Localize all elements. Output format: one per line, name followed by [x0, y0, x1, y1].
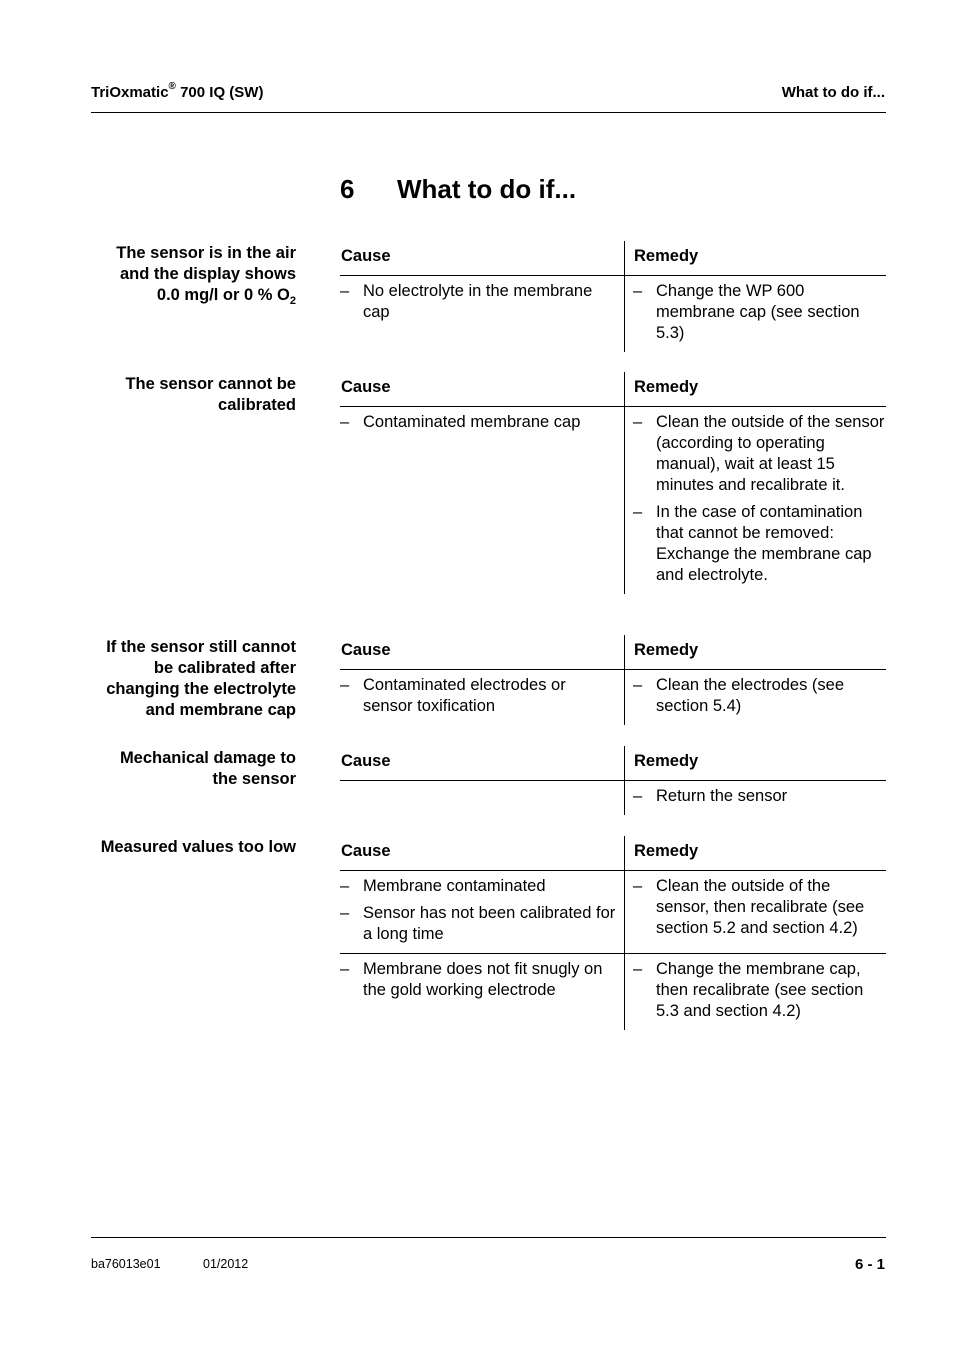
list-item	[633, 412, 886, 496]
side-heading-values-too-low	[60, 837, 296, 858]
bullet-dash: –	[633, 503, 643, 521]
running-header-product	[91, 81, 264, 101]
bullet-dash: –	[633, 960, 643, 978]
remedy-text: Clean the outside of the sensor (according to operating manual), wait at least 15 minutes and recalibrate it.	[656, 413, 885, 494]
side-heading-sensor-in-air	[60, 243, 296, 308]
bullet-dash: –	[340, 904, 350, 922]
cause-header: Cause	[341, 247, 391, 265]
table-header	[340, 635, 886, 670]
list-item	[633, 502, 886, 586]
cause-cell	[340, 871, 624, 953]
side-heading-line: be calibrated after	[153, 659, 296, 677]
bullet-dash: –	[633, 787, 643, 805]
list-item	[340, 412, 616, 433]
side-heading-line: the sensor	[212, 770, 296, 788]
side-heading-line: The sensor cannot be	[125, 375, 296, 393]
cause-remedy-table	[340, 372, 886, 594]
table-header	[340, 746, 886, 781]
bullet-dash: –	[633, 413, 643, 431]
product-name: TriOxmatic	[91, 84, 169, 101]
chapter-heading	[340, 174, 576, 205]
table-header	[340, 372, 886, 407]
side-heading-line: calibrated	[218, 396, 296, 414]
cause-cell	[340, 670, 624, 725]
side-heading-cannot-calibrate	[60, 374, 296, 416]
cause-cell	[340, 276, 624, 352]
table-row	[340, 276, 886, 352]
cause-text: Membrane contaminated	[363, 877, 546, 895]
side-heading-line: Mechanical damage to	[119, 749, 296, 767]
chapter-number: 6	[340, 174, 355, 204]
running-header-section: What to do if...	[781, 84, 885, 101]
product-suffix: 700 IQ (SW)	[175, 84, 264, 101]
list-item	[340, 903, 616, 945]
cause-header: Cause	[341, 842, 391, 860]
table-row	[340, 670, 886, 725]
cause-header: Cause	[341, 641, 391, 659]
footer-doc-number: ba76013e01	[91, 1257, 161, 1271]
cause-text: Contaminated membrane cap	[363, 413, 581, 431]
bullet-dash: –	[340, 960, 350, 978]
cause-text: Membrane does not fit snugly on the gold working electrode	[363, 960, 603, 999]
side-heading-line: If the sensor still cannot	[106, 638, 296, 656]
footer-rule	[91, 1237, 886, 1238]
list-item	[340, 959, 616, 1001]
list-item	[633, 959, 886, 1022]
cause-cell	[340, 781, 624, 815]
page-number: 6 - 1	[854, 1256, 885, 1273]
header-rule	[91, 112, 886, 113]
remedy-cell	[624, 276, 886, 352]
remedy-header: Remedy	[624, 241, 886, 275]
remedy-cell	[624, 871, 886, 953]
cause-text: Contaminated electrodes or sensor toxification	[363, 676, 566, 715]
remedy-header: Remedy	[624, 746, 886, 780]
remedy-cell	[624, 954, 886, 1030]
bullet-dash: –	[633, 282, 643, 300]
side-heading-line	[60, 285, 296, 308]
remedy-header: Remedy	[624, 836, 886, 870]
side-heading-line: Measured values too low	[100, 838, 296, 856]
subscript: 2	[289, 295, 296, 307]
list-item	[340, 281, 616, 323]
bullet-dash: –	[633, 877, 643, 895]
cause-text: No electrolyte in the membrane cap	[363, 282, 593, 321]
table-row	[340, 781, 886, 815]
remedy-text: Change the WP 600 membrane cap (see section 5.3)	[656, 282, 860, 342]
side-heading-still-cannot-calibrate	[60, 637, 296, 721]
remedy-cell	[624, 407, 886, 594]
table-row	[340, 871, 886, 954]
side-heading-line: changing the electrolyte	[106, 680, 296, 698]
bullet-dash: –	[633, 676, 643, 694]
side-heading-text: 0.0 mg/l or 0 % O	[156, 286, 290, 304]
bullet-dash: –	[340, 413, 350, 431]
remedy-header: Remedy	[624, 372, 886, 406]
cause-remedy-table	[340, 635, 886, 725]
list-item	[340, 675, 616, 717]
cause-header: Cause	[341, 378, 391, 396]
table-header	[340, 241, 886, 276]
chapter-title: What to do if...	[397, 174, 577, 204]
remedy-text: Clean the outside of the sensor, then recalibrate (see section 5.2 and section 4.2)	[656, 877, 865, 937]
cause-cell	[340, 407, 624, 594]
bullet-dash: –	[340, 282, 350, 300]
cause-cell	[340, 954, 624, 1030]
remedy-cell	[624, 781, 886, 815]
remedy-text: Return the sensor	[656, 787, 788, 805]
table-header	[340, 836, 886, 871]
bullet-dash: –	[340, 877, 350, 895]
list-item	[633, 281, 886, 344]
cause-remedy-table	[340, 746, 886, 815]
table-row	[340, 407, 886, 594]
footer-date: 01/2012	[203, 1257, 249, 1271]
remedy-text: In the case of contamination that cannot be removed: Exchange the membrane cap and electrolyte.	[656, 503, 872, 584]
bullet-dash: –	[340, 676, 350, 694]
cause-header: Cause	[341, 752, 391, 770]
list-item	[633, 786, 886, 807]
remedy-header: Remedy	[624, 635, 886, 669]
side-heading-mechanical-damage	[60, 748, 296, 790]
remedy-text: Change the membrane cap, then recalibrate (see section 5.3 and section 4.2)	[656, 960, 864, 1020]
side-heading-line: The sensor is in the air	[116, 244, 296, 262]
list-item	[633, 675, 886, 717]
cause-text: Sensor has not been calibrated for a long time	[363, 904, 616, 943]
registered-mark: ®	[168, 81, 176, 92]
side-heading-line: and the display shows	[119, 265, 296, 283]
side-heading-line: and membrane cap	[145, 701, 296, 719]
list-item	[633, 876, 886, 939]
remedy-cell	[624, 670, 886, 725]
cause-remedy-table	[340, 836, 886, 1030]
table-row	[340, 954, 886, 1030]
remedy-text: Clean the electrodes (see section 5.4)	[656, 676, 845, 715]
list-item	[340, 876, 616, 897]
cause-remedy-table	[340, 241, 886, 352]
